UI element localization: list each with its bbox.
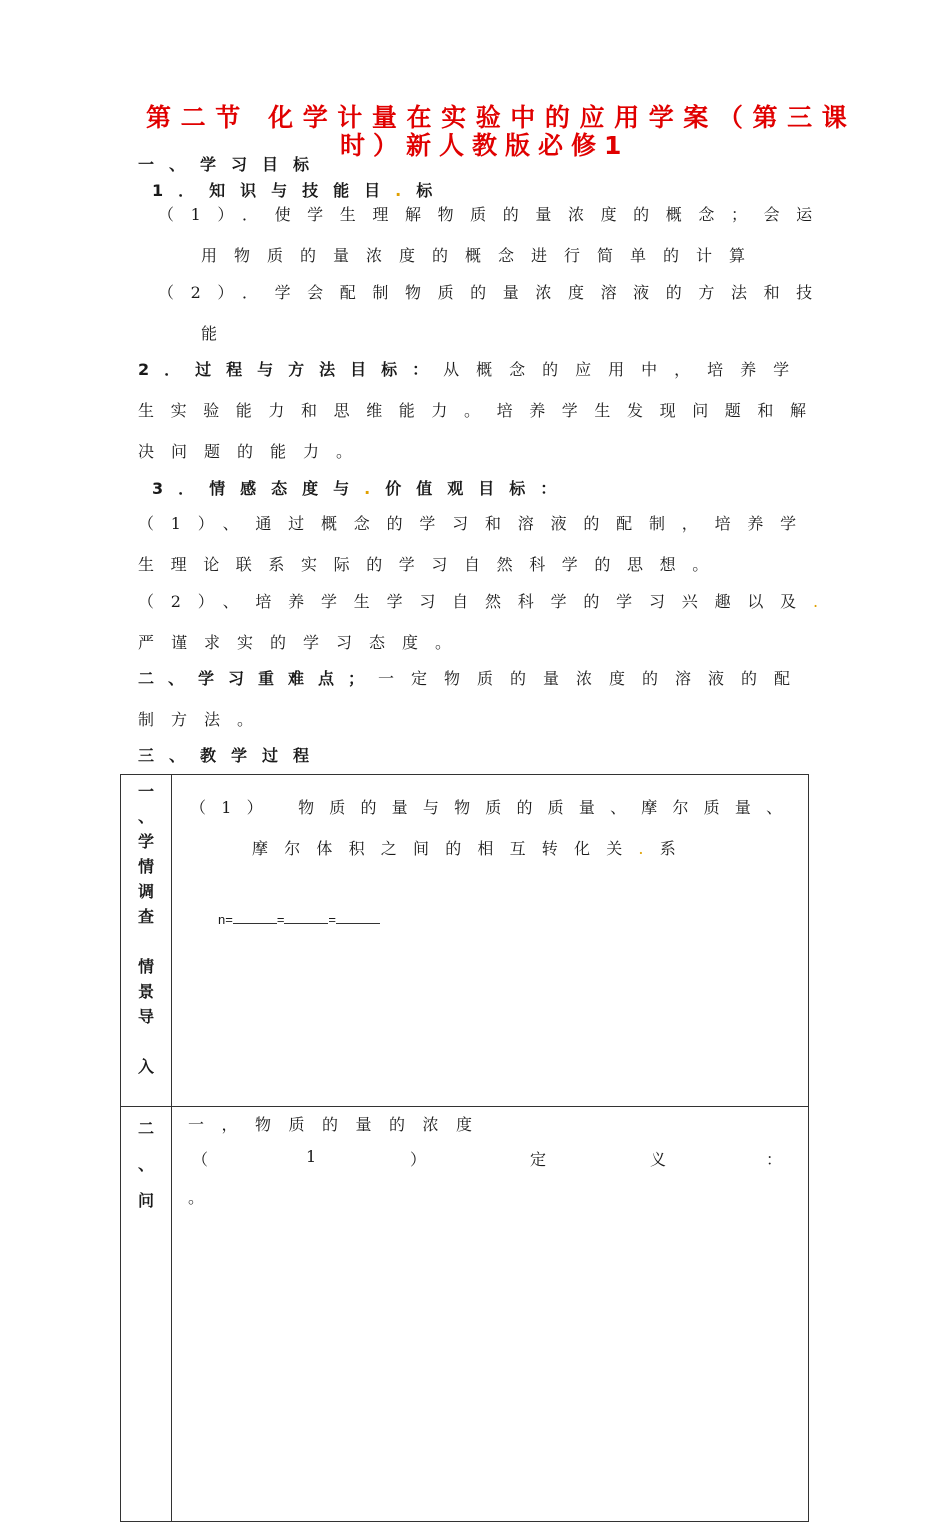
row1-label-cell [121,775,172,1107]
goal-3-1-line-b: 生理论联系实际的学习自然科学的思想。 [138,555,725,574]
table-row [121,1107,809,1522]
row2-period: 。 [188,1188,220,1208]
document-title-line2: 时）新人教版必修1 [340,131,630,160]
vertical-label-char: 、 [137,1155,154,1175]
subsection-knowledge-skills-label: 1．知识与技能目 [152,181,396,200]
row2-colon: ： [766,1150,798,1170]
vertical-label-char: 问 [137,1191,154,1211]
row2-yi: 义 [650,1150,682,1170]
row2-label-cell [121,1107,172,1522]
formula-n: n= [218,912,233,927]
blank-1[interactable] [233,911,277,924]
key-points-heading: 二、学习重难点； [138,669,379,688]
teaching-process-table [120,774,809,1522]
row1-content-cell [172,775,809,1107]
vertical-label-char: 查 [137,907,154,926]
goal-2-heading: 2．过程与方法目标： [138,360,444,379]
vertical-label-char: 导 [137,1007,154,1026]
vertical-label-char [121,929,171,954]
vertical-label-char: 调 [137,882,154,901]
goal-1-1-line-a: （1）．使学生理解物质的量浓度的概念；会运 [158,205,829,224]
vertical-label-char: 一 [137,782,154,801]
goal-1-2-line-a: （2）．学会配制物质的量浓度溶液的方法和技 [158,283,829,302]
vertical-label-char: 情 [137,957,154,976]
vertical-label-char: 、 [137,807,154,826]
formula-eq: = [276,912,285,927]
goal-2-text-b: 生实验能力和思维能力。培养学生发现问题和解 [138,401,823,420]
goal-3-2-line-a-text: （2）、培养学生学习自然科学的学习兴趣以及 [138,592,813,611]
vertical-label-char: 情 [137,857,154,876]
subsection-knowledge-skills-tail: 标 [416,181,448,200]
goal-2-text-a: 从概念的应用中，培养学 [443,360,807,379]
row2-label [121,1107,171,1219]
formula-eq: = [328,912,337,927]
goal-3-heading-label: 3．情感态度与 [152,479,365,498]
goal-3-heading [152,476,571,499]
key-points-text-b: 制方法。 [138,710,271,729]
section-learning-goals: 一、学习目标 [138,155,325,174]
goal-3-2-line-b: 严谨求实的学习态度。 [138,633,469,652]
row1-line2-text: 摩尔体积之间的相互转化关 [252,839,639,858]
subsection-knowledge-skills [152,178,447,201]
document-title-line1: 第二节 化学计量在实验中的应用学案（第三课 [146,103,857,132]
blank-2[interactable] [284,911,328,924]
dot-mark: . [364,479,386,498]
key-points-text-a: 一定物质的量浓度的溶液的配 [378,669,808,688]
row2-num: 1 [306,1147,332,1167]
conversion-formula [218,911,380,927]
row1-line1: （1） 物质的量与物质的质量、摩尔质量、 [190,798,798,817]
row2-paren-open: （ [192,1150,224,1170]
table-row [121,775,809,1107]
goal-1-1-line-b: 用物质的量浓度的概念进行简单的计算 [201,246,763,265]
row2-ding: 定 [530,1150,562,1170]
row1-line2 [252,836,692,859]
blank-3[interactable] [336,911,380,924]
vertical-label-char [121,1029,171,1054]
vertical-label-char: 二 [137,1119,154,1139]
goal-3-heading-tail: 价值观目标： [385,479,572,498]
dot-mark: . [638,839,660,858]
row2-content-cell [172,1107,809,1522]
goal-3-2-line-a [138,589,835,612]
key-points-row [138,666,807,689]
vertical-label-char: 入 [137,1057,154,1076]
goal-2-row [138,357,806,380]
vertical-label-char: 景 [137,982,154,1001]
row2-paren-close: ） [410,1150,442,1170]
row1-label [121,775,171,1079]
row1-line2-tail: 系 [659,839,692,858]
dot-mark: . [812,592,835,611]
goal-2-text-c: 决问题的能力。 [138,442,370,461]
vertical-label-char: 学 [137,832,154,851]
section-teaching-process: 三、教学过程 [138,746,325,765]
goal-1-2-line-b: 能 [201,324,233,343]
dot-mark: . [395,181,417,200]
row2-line1: 一，物质的量的浓度 [188,1115,490,1135]
goal-3-1-line-a: （1）、通过概念的学习和溶液的配制，培养学 [138,514,813,533]
